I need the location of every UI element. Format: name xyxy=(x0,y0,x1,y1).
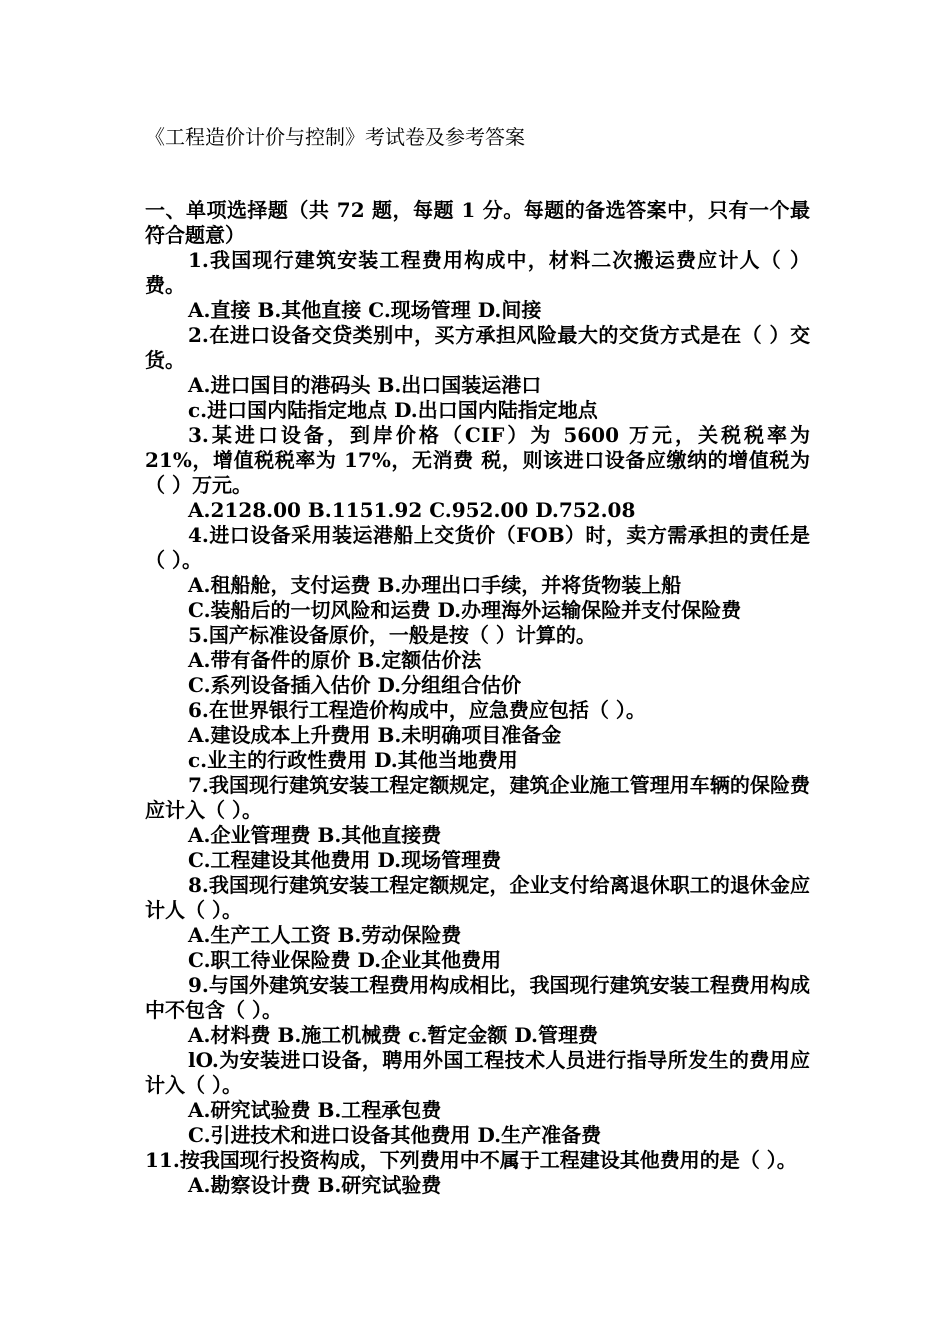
question-5-options-line-2: C.系列设备插入估价 D.分组组合估价 xyxy=(188,673,522,697)
section-heading: 一、单项选择题（共 72 题，每题 1 分。每题的备选答案中，只有一个最符合题意） xyxy=(145,198,810,247)
document-title: 《工程造价计价与控制》考试卷及参考答案 xyxy=(145,125,525,149)
question-10-options-line-2: C.引进技术和进口设备其他费用 D.生产准备费 xyxy=(188,1123,602,1147)
question-8-options-line-2: C.职工待业保险费 D.企业其他费用 xyxy=(188,948,502,972)
question-6-stem: 6.在世界银行工程造价构成中，应急费应包括（ ）。 xyxy=(188,698,646,722)
question-8-options-line-1: A.生产工人工资 B.劳动保险费 xyxy=(188,923,462,947)
question-11-options-line-1: A.勘察设计费 B.研究试验费 xyxy=(188,1173,442,1197)
question-6-options-line-1: A.建设成本上升费用 B.未明确项目准备金 xyxy=(188,723,562,747)
question-5-stem: 5.国产标准设备原价，一般是按（ ）计算的。 xyxy=(188,623,596,647)
question-10-options-line-1: A.研究试验费 B.工程承包费 xyxy=(188,1098,442,1122)
question-11-stem: 11.按我国现行投资构成，下列费用中不属于工程建设其他费用的是（ ）。 xyxy=(145,1148,797,1172)
question-3-stem: 3.某进口设备，到岸价格（CIF）为 5600 万元，关税税率为 21%，增值税税率为 17%，无消费 税，则该进口设备应缴纳的增值税为（ ）万元。 xyxy=(145,423,810,497)
question-9-stem: 9.与国外建筑安装工程费用构成相比，我国现行建筑安装工程费用构成中不包含（ ）。 xyxy=(145,973,810,1022)
question-10-stem: lO.为安装进口设备，聘用外国工程技术人员进行指导所发生的费用应计入（ ）。 xyxy=(145,1048,810,1097)
question-4-options-line-2: C.装船后的一切风险和运费 D.办理海外运输保险并支付保险费 xyxy=(188,598,742,622)
question-8-stem: 8.我国现行建筑安装工程定额规定，企业支付给离退休职工的退休金应计人（ ）。 xyxy=(145,873,810,922)
question-1-options-line-1: A.直接 B.其他直接 C.现场管理 D.间接 xyxy=(188,298,542,322)
question-7-options-line-2: C.工程建设其他费用 D.现场管理费 xyxy=(188,848,502,872)
question-6-options-line-2: c.业主的行政性费用 D.其他当地费用 xyxy=(188,748,518,772)
question-4-options-line-1: A.租船舱，支付运费 B.办理出口手续，并将货物装上船 xyxy=(188,573,682,597)
question-4-stem: 4.进口设备采用装运港船上交货价（FOB）时，卖方需承担的责任是（ ）。 xyxy=(145,523,810,572)
question-1-stem: 1.我国现行建筑安装工程费用构成中，材料二次搬运费应计人（ ）费。 xyxy=(145,248,810,297)
question-2-options-line-2: c.进口国内陆指定地点 D.出口国内陆指定地点 xyxy=(188,398,598,422)
question-9-options-line-1: A.材料费 B.施工机械费 c.暂定金额 D.管理费 xyxy=(188,1023,598,1047)
question-2-options-line-1: A.进口国目的港码头 B.出口国装运港口 xyxy=(188,373,542,397)
question-7-options-line-1: A.企业管理费 B.其他直接费 xyxy=(188,823,442,847)
question-7-stem: 7.我国现行建筑安装工程定额规定，建筑企业施工管理用车辆的保险费应计入（ ）。 xyxy=(145,773,810,822)
question-3-options-line-1: A.2128.00 B.1151.92 C.952.00 D.752.08 xyxy=(188,498,636,522)
document-body xyxy=(145,198,810,1198)
question-5-options-line-1: A.带有备件的原价 B.定额估价法 xyxy=(188,648,482,672)
question-2-stem: 2.在进口设备交贷类别中，买方承担风险最大的交货方式是在（ ）交货。 xyxy=(145,323,810,372)
